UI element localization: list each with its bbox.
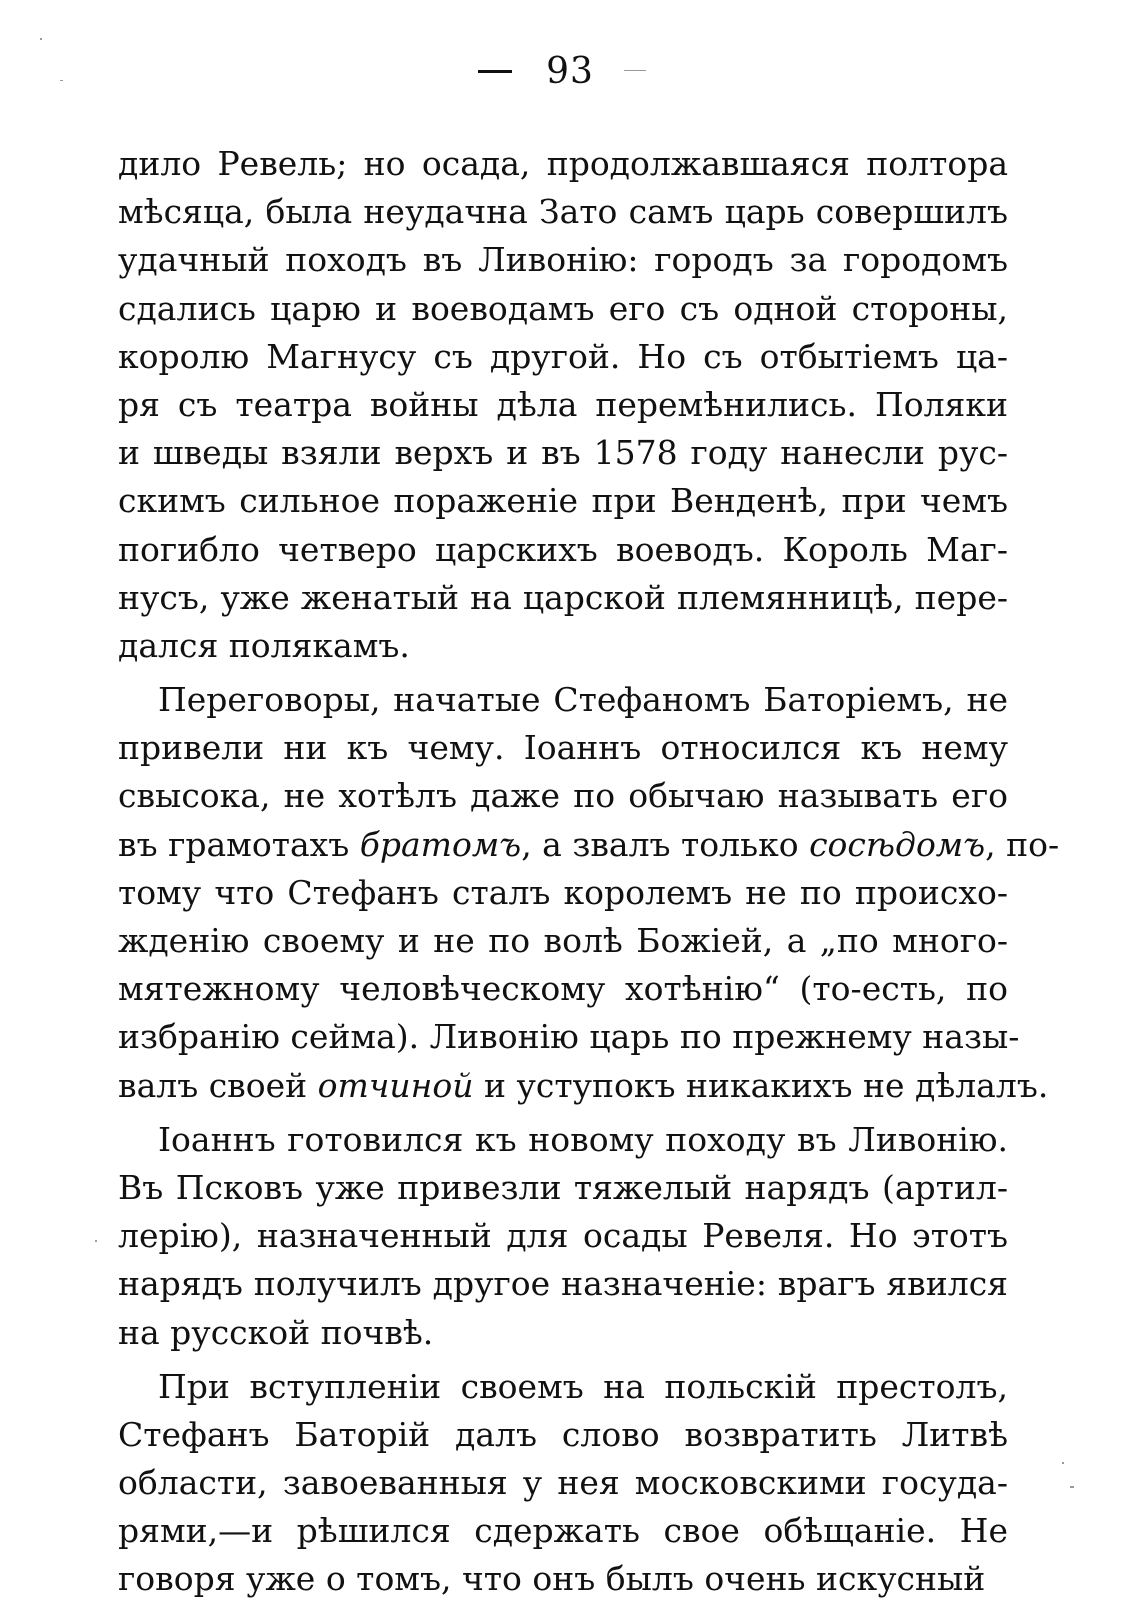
emphasized-word: братомъ xyxy=(359,824,522,864)
text-run: сдались царю и воеводамъ его съ одной стороны, xyxy=(118,288,1008,328)
scan-speck xyxy=(60,80,63,81)
text-line xyxy=(118,236,1008,284)
text-line xyxy=(118,477,1008,525)
text-line xyxy=(118,1555,1008,1603)
text-run: на русской почвѣ. xyxy=(118,1312,434,1352)
text-run: дался полякамъ. xyxy=(118,625,410,665)
text-run: говоря уже о томъ, что онъ былъ очень искусный xyxy=(118,1559,986,1599)
text-run: нарядъ получилъ другое назначеніе: врагъ явился xyxy=(118,1264,1008,1304)
text-line xyxy=(118,140,1008,188)
text-run: избранію сейма). Ливонію царь по прежнему назы- xyxy=(118,1017,1020,1057)
paragraph xyxy=(118,1116,1008,1357)
text-line xyxy=(118,1164,1008,1212)
text-run: свысока, не хотѣлъ даже по обычаю называть его xyxy=(118,776,1008,816)
text-run: Въ Псковъ уже привезли тяжелый нарядъ (артил- xyxy=(118,1167,1008,1207)
text-line xyxy=(118,1013,1020,1061)
text-run: рями,—и рѣшился сдержать свое обѣщаніе. Не xyxy=(118,1511,1008,1551)
text-run: въ грамотахъ xyxy=(118,824,360,864)
header-dash-left xyxy=(478,70,512,73)
text-run: Іоаннъ готовился къ новому походу въ Ливонію. xyxy=(158,1119,1008,1159)
text-line xyxy=(118,285,1008,333)
text-line xyxy=(118,622,1008,670)
text-line xyxy=(118,574,1008,622)
text-run: погибло четверо царскихъ воеводъ. Король Маг- xyxy=(118,529,1008,569)
text-line xyxy=(118,1309,1008,1357)
text-line xyxy=(118,1507,1008,1555)
text-line xyxy=(118,1212,1008,1260)
text-run: При вступленіи своемъ на польскій престолъ, xyxy=(158,1366,1008,1406)
page-header xyxy=(0,44,1140,104)
text-run: , по- xyxy=(985,824,1060,864)
text-run: нусъ, уже женатый на царской племянницѣ, пере- xyxy=(118,577,1008,617)
text-run: области, завоеванныя у нея московскими госуда- xyxy=(118,1463,1008,1503)
text-run: удачный походъ въ Ливонію: городъ за городомъ xyxy=(118,240,1008,280)
text-run: Переговоры, начатые Стефаномъ Баторіемъ, не xyxy=(158,680,1008,720)
text-line xyxy=(118,526,1008,574)
text-line xyxy=(118,188,1008,236)
text-run: мятежному человѣческому хотѣнію“ (то-есть, по xyxy=(118,969,1008,1009)
text-line xyxy=(118,965,1008,1013)
text-line xyxy=(118,1363,1008,1411)
text-run: привели ни къ чему. Іоаннъ относился къ нему xyxy=(118,728,1008,768)
paragraph xyxy=(118,676,1060,1110)
text-run: и уступокъ никакихъ не дѣлалъ. xyxy=(473,1065,1049,1105)
text-run: мѣсяца, была неудачна Зато самъ царь совершилъ xyxy=(118,192,1008,232)
text-run: жденію своему и не по волѣ Божіей, а „по много- xyxy=(118,921,1008,960)
text-run: ря съ театра войны дѣла перемѣнились. Поляки xyxy=(118,384,1008,424)
paragraph xyxy=(118,140,1008,670)
text-line xyxy=(118,724,1008,772)
text-line xyxy=(118,381,1008,429)
text-run: Стефанъ Баторій далъ слово возвратить Литвѣ xyxy=(118,1414,1008,1454)
page-number: 93 xyxy=(546,51,594,92)
text-line xyxy=(118,1260,1008,1308)
scan-speck xyxy=(95,1240,97,1242)
emphasized-word: сосѣдомъ xyxy=(809,824,986,864)
text-run: тому что Стефанъ сталъ королемъ не по происхо- xyxy=(118,872,1008,912)
text-line xyxy=(118,821,1060,869)
text-run: и шведы взяли верхъ и въ 1578 году нанесли рус- xyxy=(118,433,1008,473)
emphasized-word: отчиной xyxy=(317,1065,474,1105)
text-run: дило Ревель; но осада, продолжавшаяся полтора xyxy=(118,144,1008,183)
scan-speck xyxy=(1070,1486,1074,1488)
text-run: скимъ сильное пораженіе при Венденѣ, при чемъ xyxy=(118,481,1008,521)
text-run: , а звалъ только xyxy=(521,824,810,864)
text-line xyxy=(118,429,1008,477)
header-dash-right xyxy=(624,70,646,71)
text-line xyxy=(118,1459,1008,1507)
text-line xyxy=(118,869,1008,917)
text-line xyxy=(118,1062,1049,1110)
paragraph xyxy=(118,1363,1008,1604)
text-line xyxy=(118,333,1008,381)
text-run: валъ своей xyxy=(118,1065,318,1105)
text-run: королю Магнусу съ другой. Но съ отбытіемъ ца- xyxy=(118,336,1008,376)
text-line xyxy=(118,772,1008,820)
text-line xyxy=(118,676,1008,724)
scan-speck xyxy=(40,38,42,40)
text-line xyxy=(118,1116,1008,1164)
text-line xyxy=(118,917,1008,965)
text-line xyxy=(118,1411,1008,1459)
scan-speck xyxy=(1062,1462,1064,1464)
text-run: лерію), назначенный для осады Ревеля. Но этотъ xyxy=(118,1216,1008,1256)
body-text xyxy=(118,140,1060,1604)
